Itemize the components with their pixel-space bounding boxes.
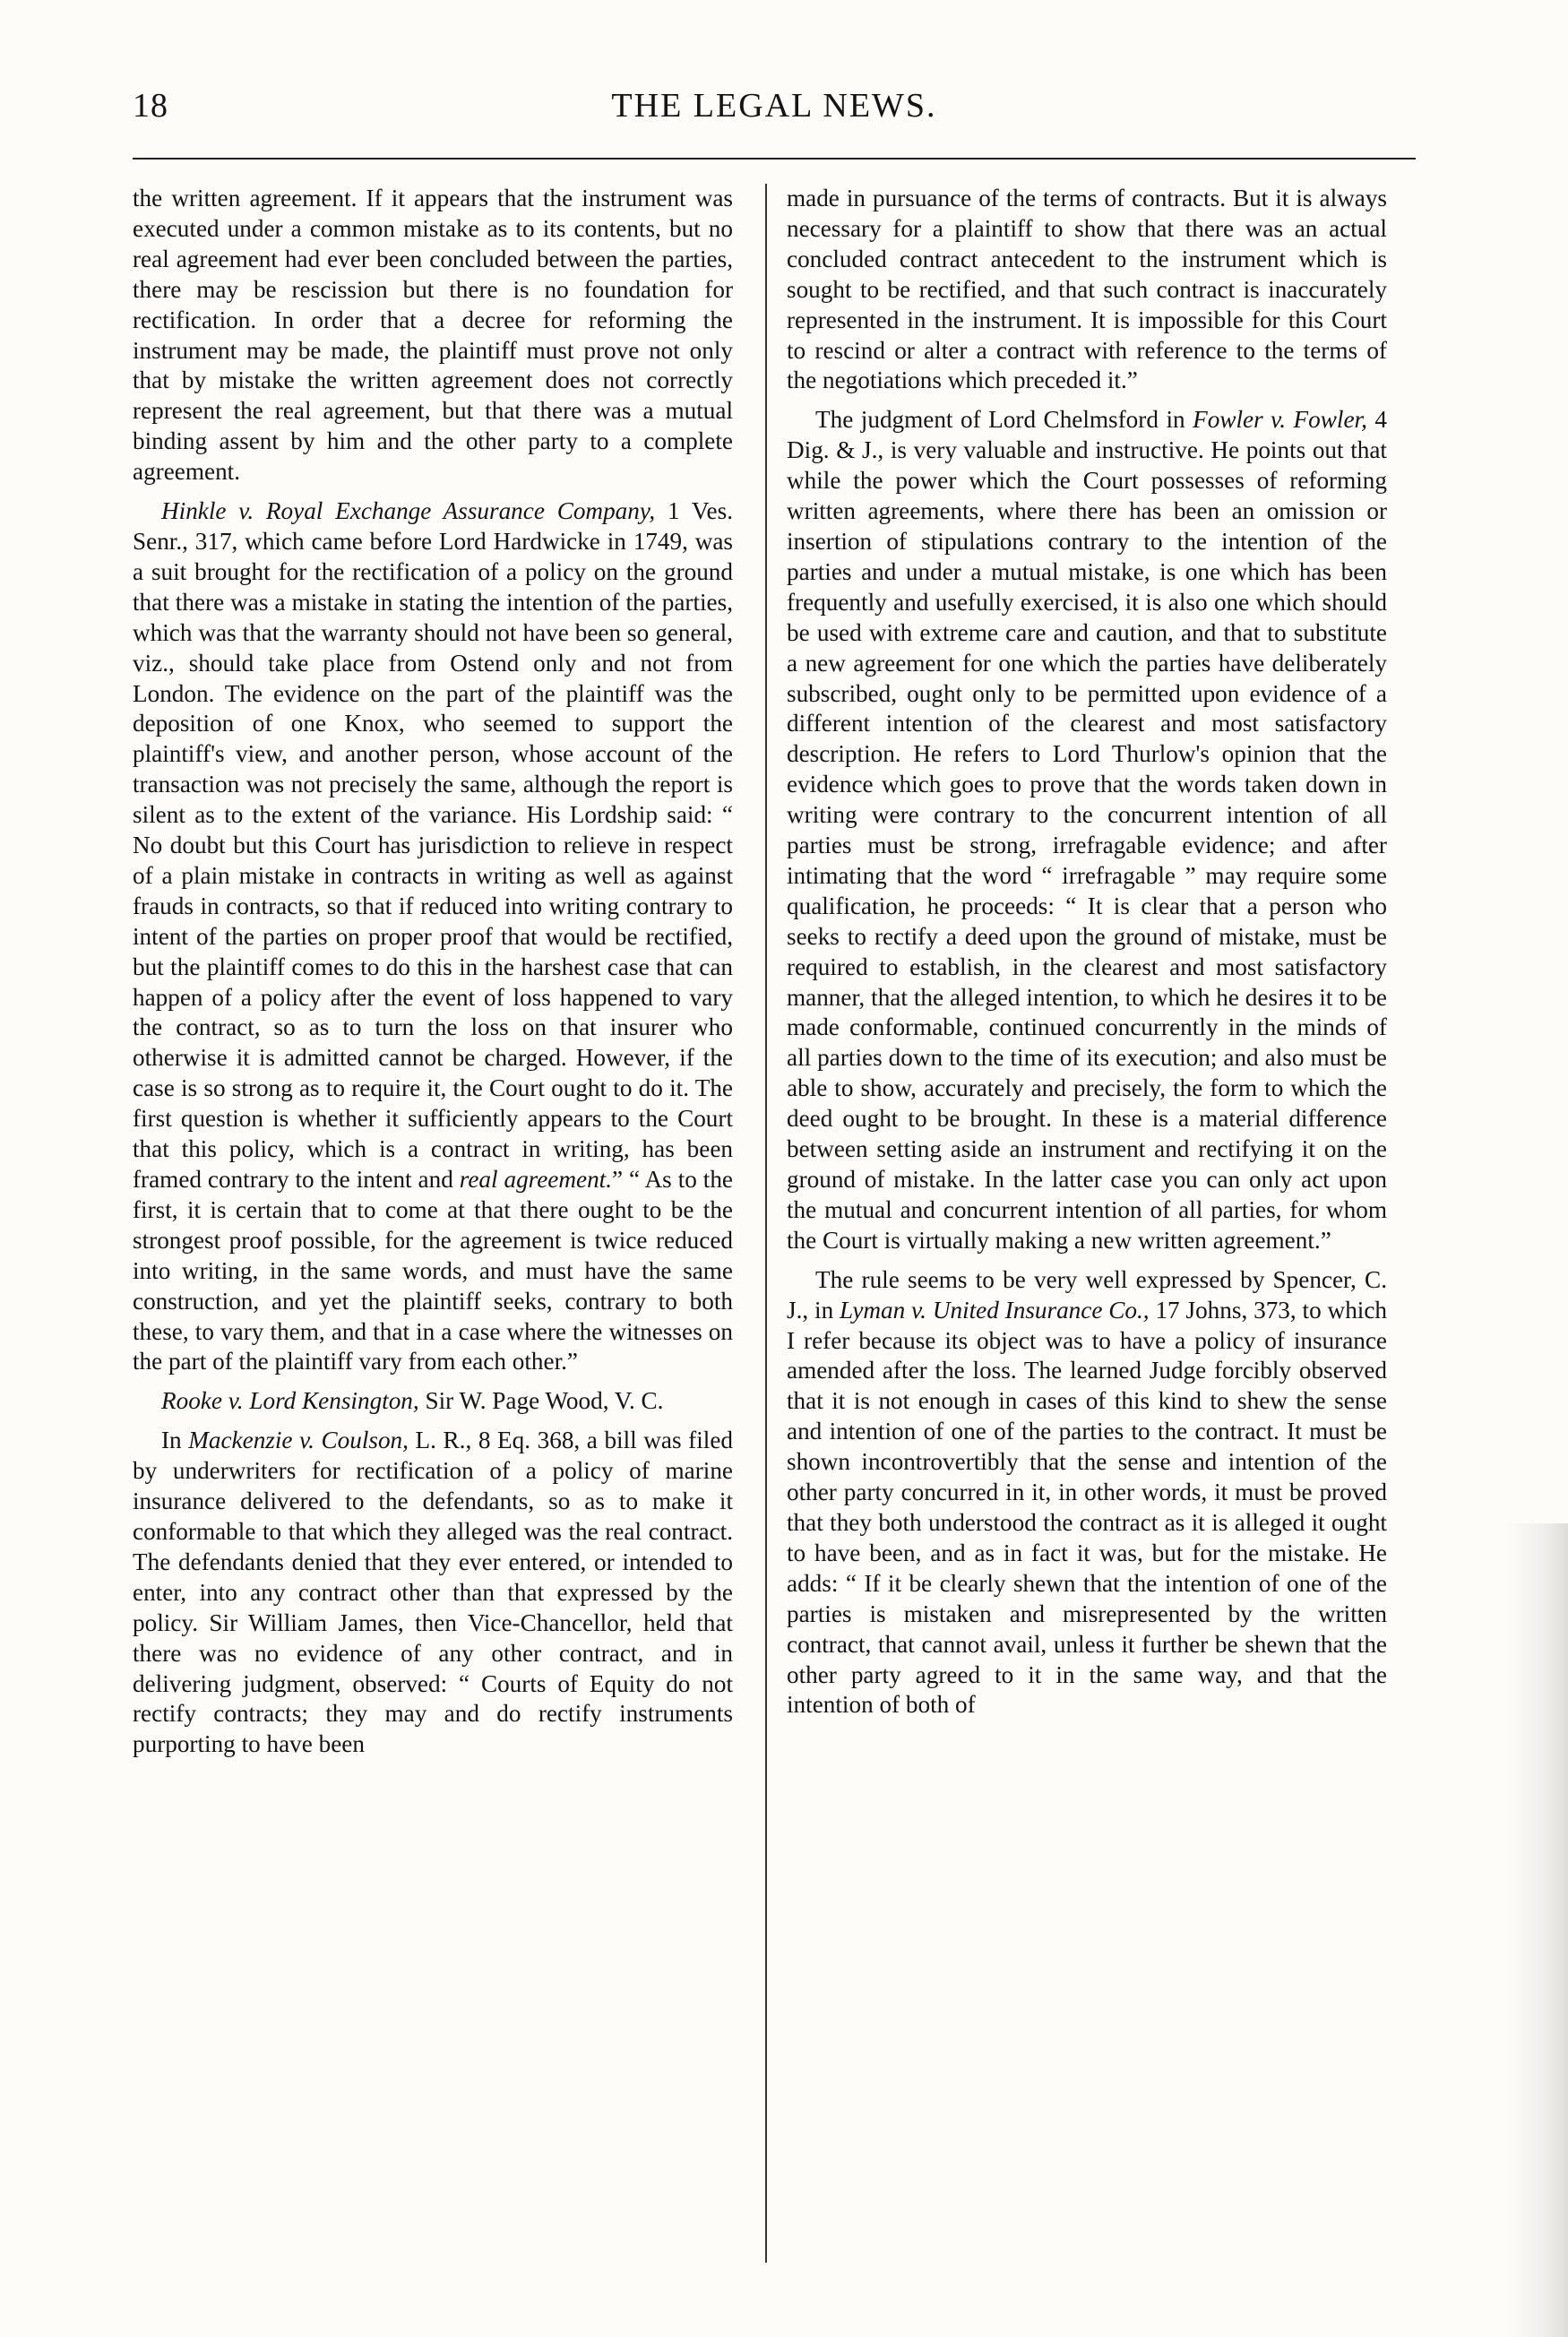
header-rule xyxy=(133,158,1416,160)
paragraph xyxy=(133,496,733,1377)
paragraph-text: 4 Dig. & J., is very valuable and instructive. He points out that while the power which the Court possesses of reforming written agreements, where there has been an omission or insertion of stipulations contrary to the intention of the parties and under a mutual mistake, is one which has been frequently and usefully exercised, it is also one which should be used with extreme care and caution, and that to substitute a new agreement for one which the parties have deliberately subscribed, ought only to be permitted upon evidence of a different intention of the clearest and most satisfactory description. He refers to Lord Thurlow's opinion that the evidence which goes to prove that the words taken down in writing were contrary to the concurrent intention of all parties must be strong, irrefragable evidence; and after intimating that the word “ irrefragable ” may require some qualification, he proceeds: “ It is clear that a person who seeks to rectify a deed upon the ground of mistake, must be required to establish, in the clearest and most satisfactory manner, that the alleged intention, to which he desires it to be made conformable, continued concurrently in the minds of all parties down to the time of its execution; and also must be able to show, accurately and precisely, the form to which the deed ought to be brought. In these is a material difference between setting aside an instrument and rectifying it on the ground of mistake. In the latter case you can only act upon the mutual and concurrent intention of all parties, for whom the Court is virtually making a new written agreement.” xyxy=(787,406,1387,1254)
paragraph xyxy=(787,184,1387,396)
paragraph-text: 1 Ves. Senr., 317, which came before Lord Hardwicke in 1749, was a suit brought for the rectification of a policy on the ground that there was a mistake in stating the intention of the parties, which was that the warranty should not have been so general, viz., should take place from Ostend only and not from London. The evidence on the part of the plaintiff was the deposition of one Knox, who seemed to support the plaintiff's view, and another person, whose account of the transaction was not precisely the same, although the report is silent as to the extent of the variance. His Lordship said: “ No doubt but this Court has jurisdiction to relieve in respect of a plain mistake in contracts in writing as well as against frauds in contracts, so that if reduced into writing contrary to intent of the parties on proper proof that would be rectified, but the plaintiff comes to do this in the harshest case that can happen of a policy after the event of loss happened to vary the contract, so as to turn the loss on that insurer who otherwise it is admitted cannot be charged. However, if the case is so strong as to require it, the Court ought to do it. The first question is whether it sufficiently appears to the Court that this policy, which is a contract in writing, has been framed contrary to the intent and xyxy=(133,497,733,1193)
page-header xyxy=(133,86,1416,140)
paragraph-text: In xyxy=(161,1427,189,1454)
column-divider xyxy=(765,184,767,2263)
case-name: Hinkle v. Royal Exchange Assurance Company, xyxy=(161,497,656,525)
paragraph-text: Sir W. Page Wood, V. C. xyxy=(418,1387,664,1415)
paragraph xyxy=(787,405,1387,1255)
right-column xyxy=(787,184,1387,2263)
paragraph xyxy=(787,1265,1387,1721)
page-number: 18 xyxy=(133,87,168,125)
case-name: Fowler v. Fowler, xyxy=(1193,406,1367,434)
paragraph xyxy=(133,1386,733,1417)
paragraph-text: the written agreement. If it appears that the instrument was executed under a common mistake as to its contents, but no real agreement had ever been concluded between the parties, there may be rescission but there is no foundation for rectification. In order that a decree for reforming the instrument may be made, the plaintiff must prove not only that by mistake the written agreement does not correctly represent the real agreement, but that there was a mutual binding assent by him and the other party to a complete agreement. xyxy=(133,185,733,486)
running-title: THE LEGAL NEWS. xyxy=(611,87,937,125)
paragraph xyxy=(133,184,733,487)
case-name: Lyman v. United Insurance Co., xyxy=(840,1296,1150,1324)
paragraph-text: 17 Johns, 373, to which I refer because its object was to have a policy of insurance amended after the loss. The learned Judge forcibly observed that it is not enough in cases of this kind to shew the sense and intention of one of the parties to the contract. It must be shown incontrovertibly that the sense and intention of the other party concurred in it, in other words, it must be proved that they both understood the contract as it is alleged it ought to have been, and as in fact it was, but for the mistake. He adds: “ If it be clearly shewn that the intention of one of the parties is mistaken and misrepresented by the written contract, that cannot avail, unless it further be shewn that the other party agreed to it in the same way, and that the intention of both of xyxy=(787,1296,1387,1719)
case-name: Mackenzie v. Coulson, xyxy=(188,1427,409,1454)
case-name: Rooke v. Lord Kensington, xyxy=(161,1387,419,1415)
paragraph-text: The rule seems to be very well expressed by Spencer, C. J., in xyxy=(787,1265,1387,1324)
emphasis-text: real agreement. xyxy=(459,1166,613,1193)
paragraph-text: L. R., 8 Eq. 368, a bill was filed by underwriters for rectification of a policy of marine insurance delivered to the defendants, so as to make it conformable to that which they alleged was the real contract. The defendants denied that they ever entered, or intended to enter, into any contract other than that expressed by the policy. Sir William James, then Vice-Chancellor, held that there was no evidence of any other contract, and in delivering judgment, observed: “ Courts of Equity do not rectify contracts; they may and do rectify instruments purporting to have been xyxy=(133,1427,733,1758)
paragraph-text: The judgment of Lord Chelmsford in xyxy=(815,406,1193,434)
paragraph xyxy=(133,1426,733,1760)
left-column xyxy=(133,184,733,2263)
paragraph-text: ” “ As to the first, it is certain that to come at that there ought to be the strongest proof possible, for the agreement is twice reduced into writing, in the same words, and must have the same construction, and yet the plaintiff seeks, contrary to both these, to vary them, and that in a case where the witnesses on the part of the plaintiff vary from each other.” xyxy=(133,1166,733,1375)
page-edge-shadow xyxy=(1505,1523,1568,2337)
paragraph-text: made in pursuance of the terms of contracts. But it is always necessary for a plaintiff to show that there was an actual concluded contract antecedent to the instrument which is sought to be rectified, and that such contract is inaccurately represented in the instrument. It is impossible for this Court to rescind or alter a contract with reference to the terms of the negotiations which preceded it.” xyxy=(787,185,1387,394)
